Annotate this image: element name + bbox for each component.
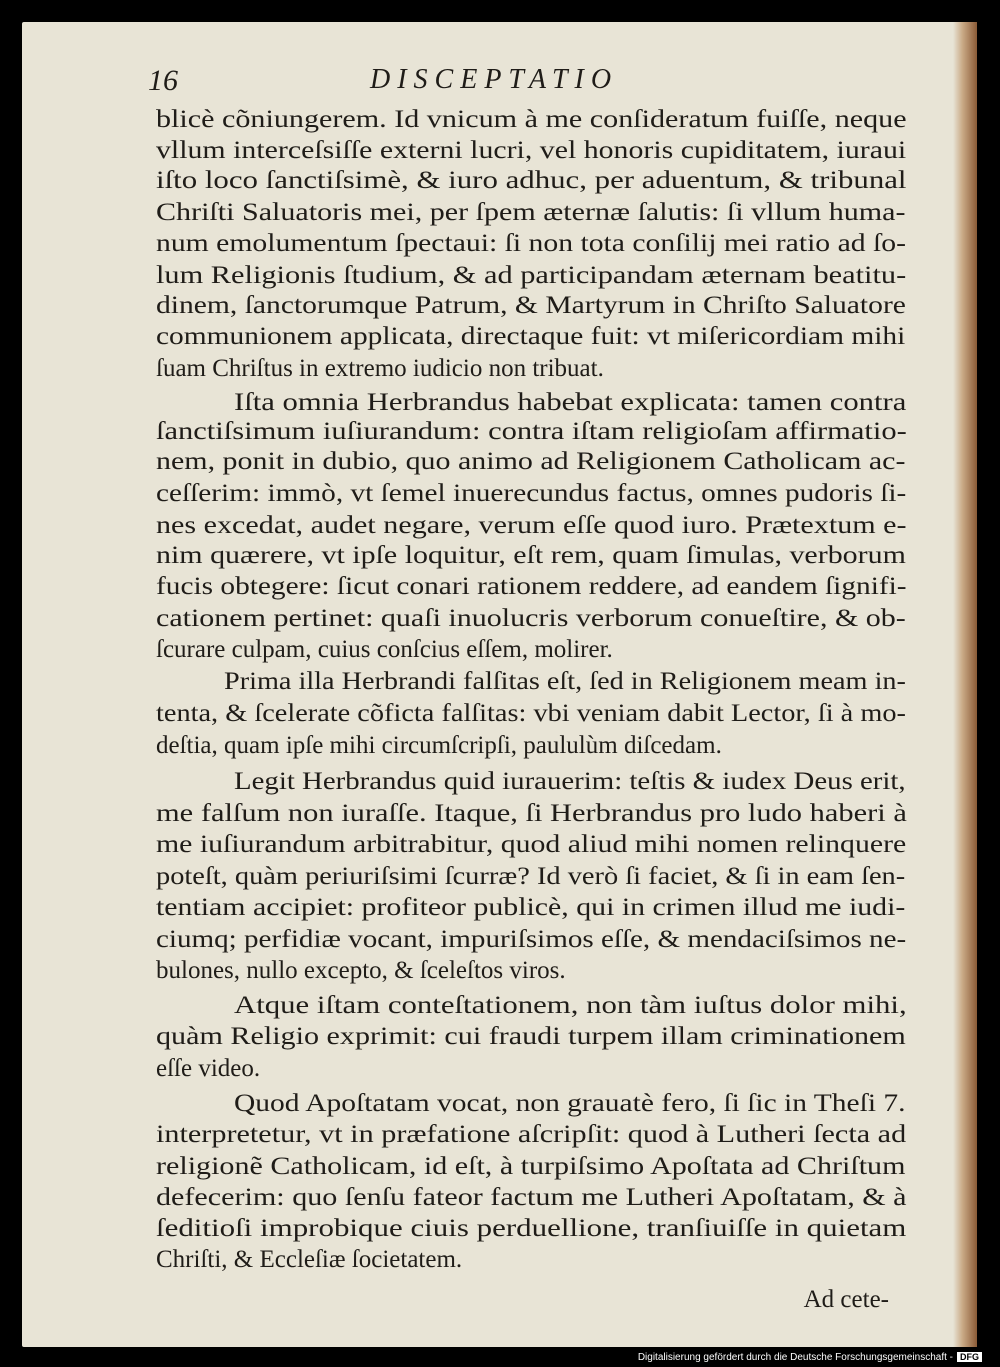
digitization-footer — [638, 1352, 982, 1363]
text-line: quàm Religio exprimit: cui fraudi turpem illam criminationem — [156, 1023, 906, 1050]
text-line: nes excedat, audet negare, verum eſſe quod iuro. Prætextum e- — [156, 512, 907, 539]
text-line: ceſſerim: immò, vt ſemel inuerecundus factus, omnes pudoris ſi- — [156, 480, 907, 507]
text-line: Iſta omnia Herbrandus habebat explicata: tamen contra — [234, 389, 907, 416]
text-line: deſtia, quam ipſe mihi circumſcripſi, paululùm diſcedam. — [156, 732, 722, 759]
text-line: tenta, & ſcelerate cõficta falſitas: vbi veniam dabit Lector, ſi à mo- — [156, 700, 906, 727]
text-line: ſanctiſsimum iuſiurandum: contra iſtam religioſam affirmatio- — [156, 418, 907, 445]
text-line: nim quærere, vt ipſe loquitur, eſt rem, quam ſimulas, verborum — [156, 542, 906, 569]
text-line: vllum interceſsiſſe externi lucri, vel honoris cupiditatem, iuraui — [156, 137, 907, 164]
text-line: Chriſti Saluatoris mei, per ſpem æternæ ſalutis: ſi vllum huma- — [156, 199, 906, 226]
text-line: num emolumentum ſpectaui: ſi non tota conſilij mei ratio ad ſo- — [156, 230, 906, 257]
text-line: bulones, nullo excepto, & ſceleſtos viros. — [156, 957, 566, 984]
text-line: poteſt, quàm periuriſsimi ſcurræ? Id verò ſi faciet, & ſi in eam ſen- — [156, 863, 906, 890]
page-gutter — [953, 22, 977, 1347]
text-line: fucis obtegere: ſicut conari rationem reddere, ad eandem ſignifi- — [156, 573, 907, 600]
text-line: dinem, ſanctorumque Patrum, & Martyrum in Chriſto Saluatore — [156, 292, 906, 319]
text-line: interpretetur, vt in præfatione aſcripſit: quod à Lutheri ſecta ad — [156, 1121, 907, 1148]
text-line: iſto loco ſanctiſsimè, & iuro adhuc, per aduentum, & tribunal — [156, 167, 907, 194]
text-line: ſcurare culpam, cuius conſcius eſſem, molirer. — [156, 636, 613, 663]
text-line: ſuam Chriſtus in extremo iudicio non tribuat. — [156, 355, 604, 382]
text-line: Chriſti, & Eccleſiæ ſocietatem. — [156, 1246, 463, 1273]
catchword: Ad cete- — [803, 1286, 889, 1313]
text-line: Legit Herbrandus quid iurauerim: teſtis & iudex Deus erit, — [234, 768, 906, 795]
text-line: Atque iſtam conteſtationem, non tàm iuſtus dolor mihi, — [234, 992, 907, 1019]
running-title: DISCEPTATIO — [370, 64, 619, 95]
footer-text: Digitalisierung gefördert durch die Deutsche Forschungsgemeinschaft - — [637, 1352, 953, 1363]
text-line: eſſe video. — [156, 1055, 261, 1082]
text-line: defecerim: quo ſenſu fateor factum me Lutheri Apoſtatam, & à — [156, 1184, 907, 1211]
text-line: lum Religionis ſtudium, & ad participandam æternam beatitu- — [156, 262, 907, 289]
text-line: religionẽ Catholicam, id eſt, à turpiſsimo Apoſtata ad Chriſtum — [156, 1153, 906, 1180]
text-line: tentiam accipiet: profiteor publicè, qui in crimen illud me iudi- — [156, 894, 906, 921]
page-header — [148, 64, 918, 100]
text-line: cationem pertinet: quaſi inuolucris verborum conueſtire, & ob- — [156, 605, 906, 632]
dfg-logo: DFG — [957, 1352, 982, 1362]
text-line: me falſum non iuraſſe. Itaque, ſi Herbrandus pro ludo haberi à — [156, 800, 907, 827]
book-page — [22, 22, 977, 1347]
text-line: Prima illa Herbrandi falſitas eſt, ſed in Religionem meam in- — [224, 668, 906, 695]
text-line: Quod Apoſtatam vocat, non grauatè fero, ſi ſic in Theſi 7. — [234, 1090, 906, 1117]
page-number: 16 — [148, 64, 178, 97]
text-line: ciumq; perfidiæ vocant, impuriſsimos eſſe, & mendaciſsimos ne- — [156, 926, 907, 953]
text-line: blicè cõniungerem. Id vnicum à me conſideratum fuiſſe, neque — [156, 106, 907, 133]
text-line: ſeditioſi improbique ciuis perduellione, tranſiuiſſe in quietam — [156, 1215, 907, 1242]
text-line: communionem applicata, directaque fuit: vt miſericordiam mihi — [156, 323, 906, 350]
text-line: nem, ponit in dubio, quo animo ad Religionem Catholicam ac- — [156, 448, 906, 475]
text-line: me iuſiurandum arbitrabitur, quod aliud mihi nomen relinquere — [156, 831, 907, 858]
